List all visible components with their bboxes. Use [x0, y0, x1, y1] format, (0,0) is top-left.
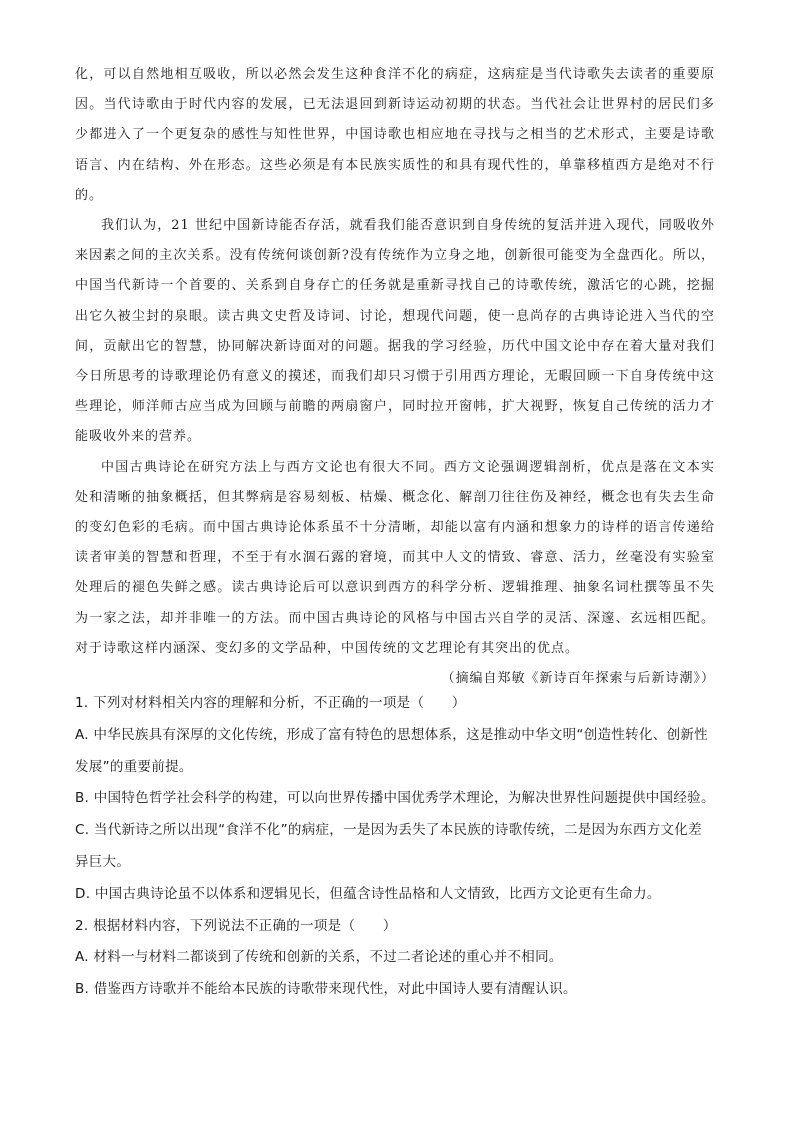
answer-option: C. 当代新诗之所以出现“食洋不化”的病症，一是因为丢失了本民族的诗歌传统，二是因为东西方文化差异巨大。: [75, 822, 702, 870]
passage-source: （摘编自郑敏《新诗百年探索与后新诗潮》）: [441, 671, 715, 687]
question-list: [75, 688, 715, 1006]
answer-option: A. 材料一与材料二都谈到了传统和创新的关系，不过二者论述的重心并不相同。: [75, 949, 563, 966]
passage-paragraph: 我们认为，21 世纪中国新诗能否存活，就看我们能否意识到自身传统的复活并进入现代，同吸收外来因素之间的主次关系。没有传统何谈创新?没有传统作为立身之地，创新很可能变为全盘西化。所以，中国当代新诗一个首要的、关系到自身存亡的任务就是重新寻找自己的诗歌传统，激活它的心跳，挖掘出它久被尘封的泉眼。读古典文史哲及诗词、讨论，想现代问题，使一息尚存的古典诗论进入当代的空间，贡献出它的智慧，协同解决新诗面对的问题。据我的学习经验，历代中国文论中存在着大量对我们今日所思考的诗歌理论仍有意义的摸述，而我们却只习惯于引用西方理论，无暇回顾一下自身传统中这些理论，师洋师古应当成为回顾与前瞻的两扇窗户，同时拉开窗帏，扩大视野，恢复自己传统的活力才能吸收外来的营养。: [75, 218, 715, 445]
question-stem: 1. 下列对材料相关内容的理解和分析，不正确的一项是（ ）: [75, 695, 466, 711]
passage-paragraph: 化，可以自然地相互吸收，所以必然会发生这种食洋不化的病症，这病症是当代诗歌失去读者的重要原因。当代诗歌由于时代内容的发展，已无法退回到新诗运动初期的状态。当代社会让世界村的居民们多少都进入了一个更复杂的感性与知性世界，中国诗歌也相应地在寻找与之相当的艺术形式，主要是诗歌语言、内在结构、外在形态。这些必须是有本民族实质性的和具有现代性的，单靠移植西方是绝对不行的。: [75, 67, 715, 203]
answer-option: B. 借鉴西方诗歌并不能给本民族的诗歌带来现代性，对此中国诗人要有清醒认识。: [75, 981, 577, 998]
answer-option: B. 中国特色哲学社会科学的构建，可以向世界传播中国优秀学术理论，为解决世界性问题提供中国经验。: [75, 790, 715, 807]
reading-passage: [75, 60, 715, 694]
passage-paragraph: 中国古典诗论在研究方法上与西方文论也有很大不同。西方文论强调逻辑剖析，优点是落在文本实处和清晰的抽象概括，但其弊病是容易刻板、枯燥、概念化、解剖刀往往伤及神经，概念也有失去生命的变幻色彩的毛病。而中国古典诗论体系虽不十分清晰，却能以富有内涵和想象力的诗样的语言传递给读者审美的智慧和哲理，不至于有水涸石露的窘境，而其中人文的情致、睿意、活力，丝毫没有实验室处理后的褪色失鲜之感。读古典诗论后可以意识到西方的科学分析、逻辑推理、抽象名词杜撰等虽不失为一家之法，却并非唯一的方法。而中国古典诗论的风格与中国古兴自学的灵活、深邃、玄远相匹配。对于诗歌这样内涵深、变幻多的文学品种，中国传统的文艺理论有其突出的优点。: [75, 459, 715, 656]
answer-option: A. 中华民族具有深厚的文化传统，形成了富有特色的思想体系，这是推动中华文明“创造性转化、创新性发展”的重要前提。: [75, 726, 708, 775]
answer-option: D. 中国古典诗论虽不以体系和逻辑见长，但蕴含诗性品格和人文情致，比西方文论更有生命力。: [75, 885, 661, 902]
question-stem: 2. 根据材料内容，下列说法不正确的一项是（ ）: [75, 917, 397, 934]
